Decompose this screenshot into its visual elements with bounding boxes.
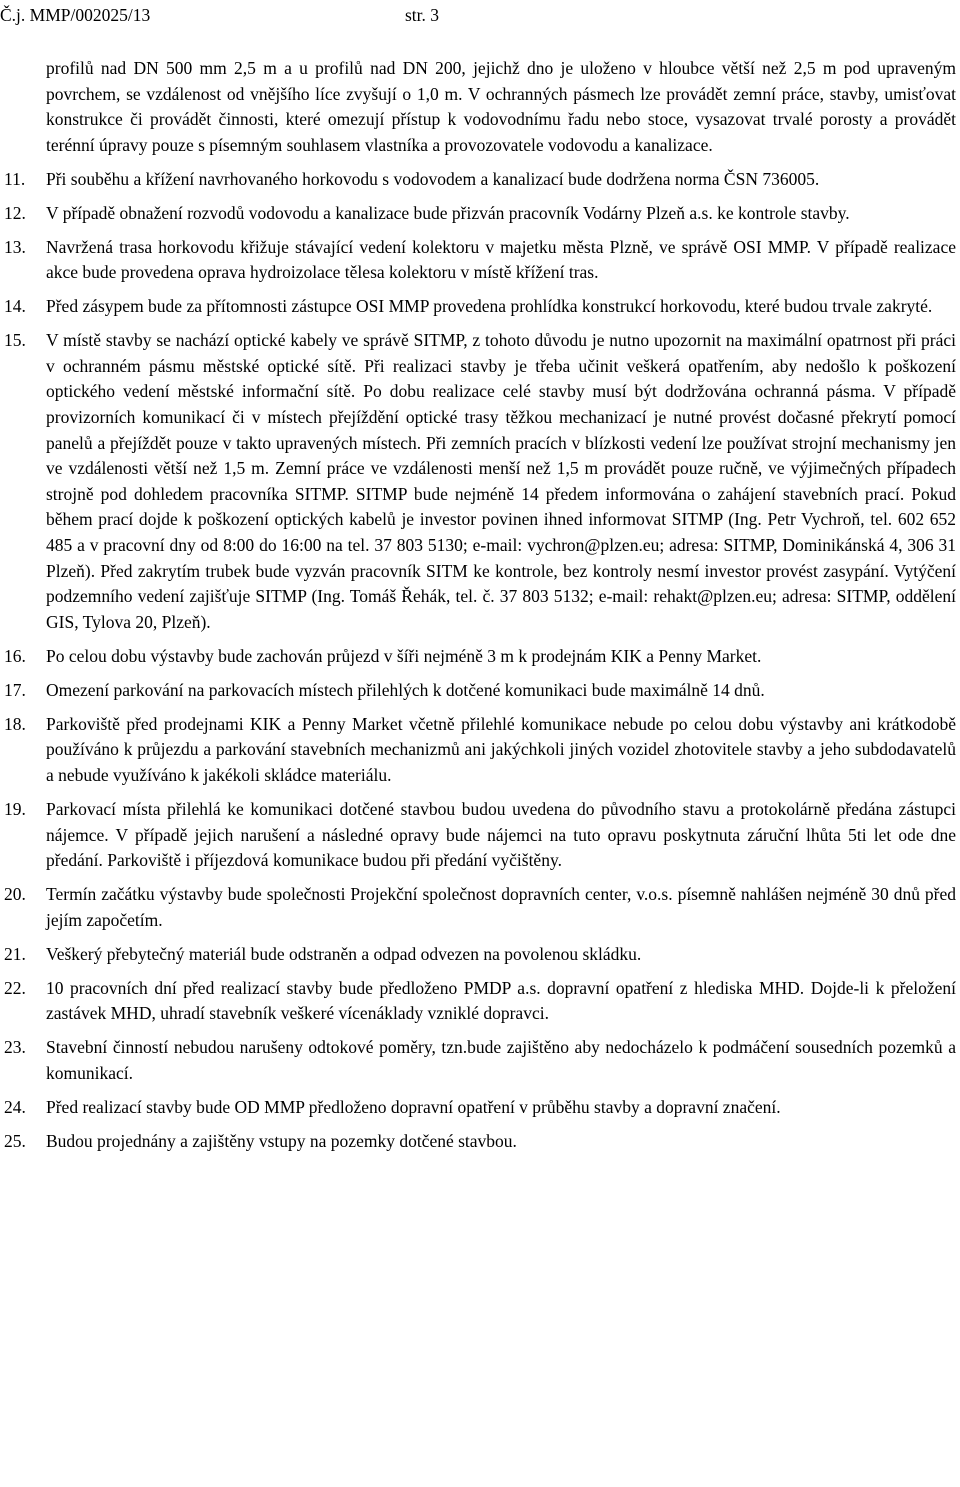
page-header <box>0 4 960 26</box>
document-reference-number: Č.j. MMP/002025/13 <box>0 5 151 25</box>
condition-number: 25. <box>4 1130 26 1151</box>
condition-number: 20. <box>4 884 26 905</box>
condition-item <box>4 294 956 320</box>
condition-number: 22. <box>4 977 26 998</box>
condition-text: Před zásypem bude za přítomnosti zástupce OSI MMP provedena prohlídka konstrukcí horkovodu, které budou trvale zakryté. <box>46 296 933 317</box>
condition-item <box>4 712 956 789</box>
condition-number: 23. <box>4 1037 26 1058</box>
condition-text: Při souběhu a křížení navrhovaného horkovodu s vodovodem a kanalizací bude dodržena norma ČSN 736005. <box>46 168 820 189</box>
condition-item <box>4 1129 956 1155</box>
condition-number: 16. <box>4 645 26 666</box>
condition-text: 10 pracovních dní před realizací stavby bude předloženo PMDP a.s. dopravní opatření z hlediska MHD. Dojde-li k přeložení zastávek MHD, uhradí stavebník veškeré vícenáklady vzniklé dopravci. <box>46 977 956 1024</box>
condition-item <box>4 678 956 704</box>
condition-number: 12. <box>4 202 26 223</box>
condition-text: Termín začátku výstavby bude společnosti Projekční společnost dopravních center, v.o.s. písemně nahlášen nejméně 30 dnů před jejím započetím. <box>46 884 956 930</box>
condition-number: 21. <box>4 943 26 964</box>
condition-text: Parkovací místa přilehlá ke komunikaci dotčené stavbou budou uvedena do původního stavu a protokolárně předána zástupci nájemce. V případě jejich narušení a následné opravy bude nájemci na tuto opravu poskytnuta záruční lhůta 5ti let ode dne předání. Parkoviště i příjezdová komunikace budou při předání vyčištěny. <box>46 798 956 871</box>
condition-number: 11. <box>4 168 26 189</box>
condition-item <box>4 882 956 933</box>
condition-text: Po celou dobu výstavby bude zachován průjezd v šíři nejméně 3 m k prodejnám KIK a Penny Market. <box>46 645 762 666</box>
intro-paragraph: profilů nad DN 500 mm 2,5 m a u profilů nad DN 200, jejichž dno je uloženo v hloubce větší než 2,5 m pod upraveným povrchem, se vzdálenost od vnějšího líce zvyšují o 1,0 m. V ochranných pásmech lze provádět zemní práce, stavby, umisťovat konstrukce či provádět činnosti, které omezují přístup k vodovodnímu řadu nebo stoce, vysazovat trvalé porosty a provádět terénní úpravy pouze s písemným souhlasem vlastníka a provozovatele vodovodu a kanalizace. <box>46 58 956 155</box>
condition-number: 24. <box>4 1096 26 1117</box>
condition-text: Navržená trasa horkovodu křižuje stávající vedení kolektoru v majetku města Plzně, ve správě OSI MMP. V případě realizace akce bude provedena oprava hydroizolace tělesa kolektoru v místě křížení tras. <box>46 236 956 283</box>
condition-number: 13. <box>4 236 26 257</box>
condition-number: 14. <box>4 296 26 317</box>
condition-item <box>4 976 956 1027</box>
document-body <box>4 56 956 1154</box>
condition-item <box>4 1035 956 1086</box>
condition-item <box>4 235 956 286</box>
condition-text: Před realizací stavby bude OD MMP předloženo dopravní opatření v průběhu stavby a dopravní značení. <box>46 1096 781 1117</box>
condition-number: 18. <box>4 713 26 734</box>
condition-text: Veškerý přebytečný materiál bude odstraněn a odpad odvezen na povolenou skládku. <box>46 943 642 964</box>
condition-item <box>4 942 956 968</box>
condition-text: V místě stavby se nachází optické kabely ve správě SITMP, z tohoto důvodu je nutno upozornit na maximální opatrnost při práci v ochranném pásmu městské optické sítě. Při realizaci stavby je třeba učinit veškerá opatřením, aby nedošlo k poškození optického vedení městské informační sítě. Po dobu realizace celé stavby musí být dodržována ochranná pásma. V případě provizorních komunikací či v místech přejíždění optické trasy těžkou mechanizací je nutné provést dočasné překrytí pomocí panelů a přejíždět pouze v takto upravených místech. Při zemních pracích v blízkosti vedení lze používat strojní mechanismy jen ve vzdálenosti větší než 1,5 m. Zemní práce ve vzdálenosti menší než 1,5 m provádět pouze ručně, ve výjimečných případech strojně pod dohledem pracovníka SITMP. SITMP bude nejméně 14 předem informována o zahájení stavebních prací. Pokud během prací dojde k poškození optických kabelů je investor povinen ihned informovat SITMP (Ing. Petr Vychroň, tel. 602 652 485 a v pracovní dny od 8:00 do 16:00 na tel. 37 803 5130; e-mail: vychron@plzen.eu; adresa: SITMP, Dominikánská 4, 306 31 Plzeň). Před zakrytím trubek bude vyzván pracovník SITM ke kontrole, bez kontroly nesmí investor provést zasypání. Vytýčení podzemního vedení zajišťuje SITMP (Ing. Tomáš Řehák, tel. č. 37 803 5132; e-mail: rehakt@plzen.eu; adresa: SITMP, oddělení GIS, Tylova 20, Plzeň). <box>46 330 956 632</box>
condition-text: Budou projednány a zajištěny vstupy na pozemky dotčené stavbou. <box>46 1130 517 1151</box>
page-number: str. 3 <box>405 5 440 25</box>
condition-number: 15. <box>4 330 26 351</box>
condition-text: Omezení parkování na parkovacích místech přilehlých k dotčené komunikaci bude maximálně 14 dnů. <box>46 679 765 700</box>
condition-item <box>4 1095 956 1121</box>
condition-text: Stavební činností nebudou narušeny odtokové poměry, tzn.bude zajištěno aby nedocházelo k podmáčení sousedních pozemků a komunikací. <box>46 1037 956 1083</box>
condition-item <box>4 201 956 227</box>
condition-item <box>4 167 956 193</box>
condition-number: 19. <box>4 798 26 819</box>
condition-text: V případě obnažení rozvodů vodovodu a kanalizace bude přizván pracovník Vodárny Plzeň a.s. ke kontrole stavby. <box>46 202 850 223</box>
condition-item <box>4 797 956 874</box>
condition-item <box>4 328 956 635</box>
numbered-conditions-list <box>4 167 956 1155</box>
condition-item <box>4 644 956 670</box>
condition-text: Parkoviště před prodejnami KIK a Penny Market včetně přilehlé komunikace nebude po celou dobu výstavby ani krátkodobě používáno k průjezdu a parkování stavebních mechanizmů ani jakýchkoli jiných vozidel zhotovitele stavby a jeho subdodavatelů a nebude využíváno k jakékoli skládce materiálu. <box>46 713 956 785</box>
condition-number: 17. <box>4 679 26 700</box>
